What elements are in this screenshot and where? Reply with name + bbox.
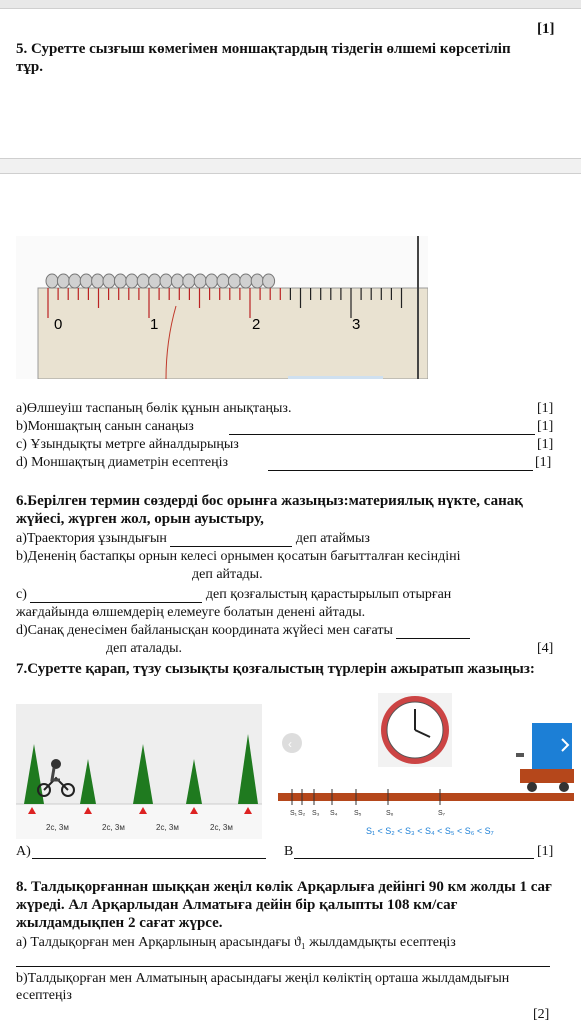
top-bar: [0, 0, 581, 9]
bead: [183, 274, 195, 288]
q6-c-blank[interactable]: [30, 588, 202, 603]
prev-arrow-icon[interactable]: [282, 733, 302, 753]
bead: [206, 274, 218, 288]
bead: [92, 274, 104, 288]
q6-c-post: деп қозғалыстың қарастырылып отырған: [205, 587, 452, 602]
s-label-6: S₆: [386, 810, 394, 817]
q6-title: 6.Берілген термин сөздерді бос орынға жазыңыз:материялық нүкте, санақ жүйесі, жүрген жол, орын ауыстыру,: [16, 493, 523, 527]
s-label-3: S₃: [312, 810, 320, 817]
q7-title: 7.Суретте қарап, түзу сызықты қозғалыстың түрлерін ажыратып жазыңыз:: [16, 661, 535, 677]
q7-b-label: B: [284, 844, 294, 859]
bead: [149, 274, 161, 288]
bead: [217, 274, 229, 288]
s-label-5: S₅: [354, 810, 362, 817]
s-label-7: S₇: [438, 810, 446, 817]
q8-title: 8. Талдықорғаннан шыққан жеңіл көлік Арқарлыға дейінгі 90 км жолды 1 сағ жүреді. Ал Арқарлыдан Алматыға дейін бір қалыпты 108 км/сағ жылдамдықпен 2 сағат жүрсе.: [16, 879, 552, 931]
q6-d-pre: d)Санақ денесімен байланысқан координата жүйесі мен сағаты: [16, 623, 393, 638]
q6-d-blank[interactable]: [396, 624, 470, 639]
q5-d-answer-line[interactable]: [268, 454, 533, 471]
q8-a: a) Талдықорған мен Арқарлының арасындағы ϑ₁ жылдамдықты есептеңіз: [16, 935, 456, 950]
q6-b-line2: деп айтады.: [192, 567, 263, 582]
motion-image-a: [16, 704, 262, 839]
q8-score: [2]: [533, 1007, 550, 1022]
clock-icon: [378, 693, 452, 767]
bead: [126, 274, 138, 288]
ruler-image: [16, 236, 428, 379]
bead: [103, 274, 115, 288]
bead: [160, 274, 172, 288]
q5-title: 5. Суретте сызғыш көмегімен моншақтардың тіздегін өлшемі көрсетіліп тұр.: [16, 41, 511, 75]
s-label-1: S₁: [290, 810, 298, 817]
q6-a-pre: a)Траектория ұзындығын: [16, 531, 167, 546]
q7-a-label: A): [16, 844, 31, 859]
q6-d-line2: деп аталады.: [106, 641, 183, 656]
q8-b: b)Талдықорған мен Алматының арасындағы жеңіл көліктің орташа жылдамдығын есептеңіз: [16, 971, 510, 1003]
bead: [114, 274, 126, 288]
q6-d: [16, 622, 470, 639]
bead: [240, 274, 252, 288]
q5-item-c-score: [1]: [537, 437, 554, 452]
score-q-prev: [1]: [537, 21, 555, 37]
ruler-label-2: 2: [252, 316, 261, 333]
bead: [263, 274, 275, 288]
q7-b-answer-line[interactable]: [294, 843, 534, 859]
q6-a-blank[interactable]: [170, 532, 292, 547]
ruler-label-0: 0: [54, 316, 63, 333]
q5-item-b-score: [1]: [537, 419, 554, 434]
dist-label-3: 2с, 3м: [156, 823, 179, 832]
q6-b-line1: b)Дененің бастапқы орнын келесі орнымен қосатын бағытталған кесіндіні: [16, 549, 461, 564]
dist-label-1: 2с, 3м: [46, 823, 69, 832]
q8-a-answer-line[interactable]: [16, 952, 550, 967]
dist-label-4: 2с, 3м: [210, 823, 233, 832]
q6-a-post: деп атаймыз: [295, 531, 370, 546]
ruler-label-3: 3: [352, 316, 361, 333]
bead: [171, 274, 183, 288]
bead: [194, 274, 206, 288]
q5-item-a-score: [1]: [537, 401, 554, 416]
q5-item-a: a)Өлшеуіш таспаның бөлік құнын анықтаңыз.: [16, 401, 292, 416]
q6-c: [16, 586, 451, 603]
s-label-4: S₄: [330, 810, 338, 817]
q5-item-d-score: [1]: [535, 455, 552, 470]
bead: [69, 274, 81, 288]
bead: [137, 274, 149, 288]
q6-c-line2: жағдайында өлшемдерің елемеуге болатын денені айтады.: [16, 605, 366, 620]
q5-item-c: c) Ұзындықты метрге айналдырыңыз: [16, 437, 239, 452]
q6-a: [16, 530, 370, 547]
q7-score: [1]: [537, 844, 554, 859]
bead: [80, 274, 92, 288]
s-label-2: S₂: [298, 810, 306, 817]
bead: [57, 274, 69, 288]
q5-item-d: d) Моншақтың диаметрін есептеңіз: [16, 455, 229, 470]
q6-c-pre: c): [16, 587, 27, 602]
dist-label-2: 2с, 3м: [102, 823, 125, 832]
motion-image-b: [278, 693, 574, 840]
s-formula: S₁ < S₂ < S₃ < S₄ < S₅ < S₆ < S₇: [366, 826, 494, 836]
q6-score: [4]: [537, 641, 554, 656]
bead: [228, 274, 240, 288]
bead: [46, 274, 58, 288]
svg-text:‹: ‹: [288, 737, 292, 751]
ruler-label-1: 1: [150, 316, 159, 333]
q7-a-answer-line[interactable]: [32, 843, 266, 859]
q5-item-b: b)Моншақтың санын санаңыз: [16, 419, 194, 434]
q5-b-answer-line[interactable]: [229, 418, 535, 435]
bead: [251, 274, 263, 288]
page-separator: [0, 158, 581, 174]
